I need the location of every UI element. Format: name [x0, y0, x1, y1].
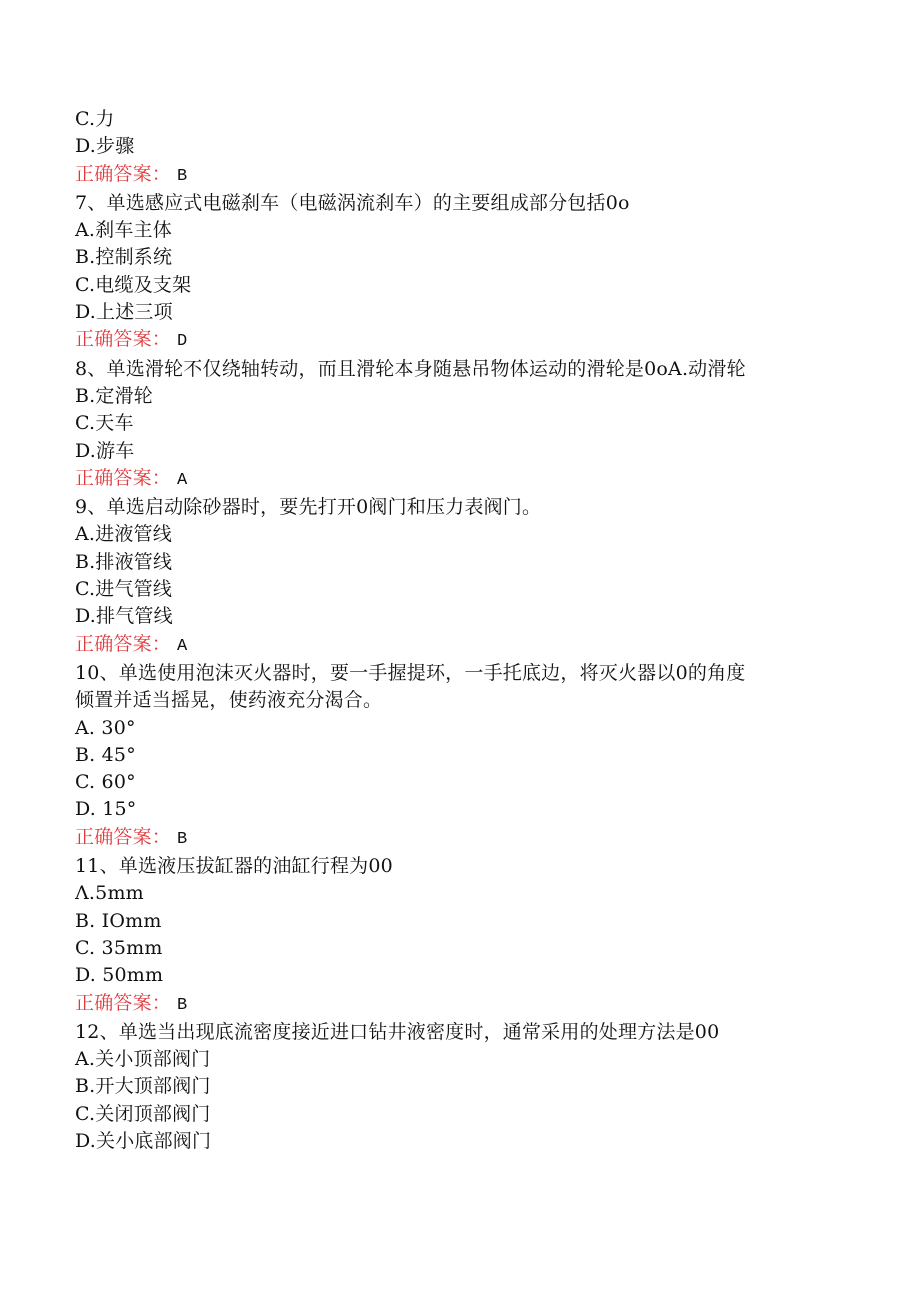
answer-option: D.步骤	[75, 135, 135, 158]
question-text: 倾置并适当摇晃，使药液充分渴合。	[75, 689, 383, 712]
answer-option: B.排液管线	[75, 550, 173, 573]
question-text: 8、单选滑轮不仅绕轴转动，而且滑轮本身随悬吊物体运动的滑轮是0oA.动滑轮	[75, 357, 746, 380]
answer-option: A.刹车主体	[75, 219, 172, 242]
correct-answer	[75, 465, 855, 494]
answer-option: D. 15°	[75, 798, 137, 821]
answer-option: D.关小底部阀门	[75, 1129, 212, 1152]
answer-value: B	[177, 995, 188, 1015]
answer-value: B	[177, 829, 188, 849]
answer-option: B. 45°	[75, 743, 136, 766]
answer-option: B.开大顶部阀门	[75, 1075, 211, 1098]
question-text: 11、单选液压拔缸器的油缸行程为00	[75, 855, 393, 878]
exam-page	[75, 106, 855, 1155]
correct-answer	[75, 824, 855, 853]
answer-option: D.排气管线	[75, 605, 173, 628]
correct-answer	[75, 161, 855, 190]
answer-label: 正确答案：	[75, 466, 172, 489]
answer-option: Λ.5mm	[75, 882, 144, 905]
answer-value: A	[177, 470, 188, 490]
answer-option: B.控制系统	[75, 246, 173, 269]
question-text: 10、单选使用泡沫灭火器时，要一手握提环，一手托底边，将灭火器以0的角度	[75, 661, 746, 684]
answer-value: A	[177, 636, 188, 656]
answer-option: A.关小顶部阀门	[75, 1048, 211, 1071]
answer-option: B.定滑轮	[75, 384, 154, 407]
answer-label: 正确答案：	[75, 162, 172, 185]
answer-option: D.上述三项	[75, 301, 173, 324]
question-text: 7、单选感应式电磁刹车（电磁涡流刹车）的主要组成部分包括0o	[75, 191, 630, 214]
answer-label: 正确答案：	[75, 825, 172, 848]
answer-option: C. 60°	[75, 771, 136, 794]
answer-option: C. 35mm	[75, 936, 163, 959]
answer-option: D.游车	[75, 439, 135, 462]
answer-option: C.电缆及支架	[75, 273, 192, 296]
answer-option: C.进气管线	[75, 578, 173, 601]
answer-option: B. IOmm	[75, 909, 162, 932]
answer-value: D	[177, 332, 188, 352]
answer-label: 正确答案：	[75, 328, 172, 351]
answer-label: 正确答案：	[75, 991, 172, 1014]
answer-option: C.力	[75, 108, 115, 130]
answer-option: A. 30°	[75, 716, 136, 739]
answer-option: C.天车	[75, 412, 134, 435]
answer-option: D. 50mm	[75, 964, 164, 987]
answer-option: C.关闭顶部阀门	[75, 1102, 211, 1125]
correct-answer	[75, 326, 855, 355]
correct-answer	[75, 990, 855, 1019]
question-text: 9、单选启动除砂器时，要先打开0阀门和压力表阀门。	[75, 496, 542, 519]
question-text: 12、单选当出现底流密度接近进口钻井液密度时，通常采用的处理方法是00	[75, 1020, 720, 1043]
correct-answer	[75, 631, 855, 660]
answer-option: A.进液管线	[75, 523, 172, 546]
answer-value: B	[177, 166, 188, 186]
answer-label: 正确答案：	[75, 632, 172, 655]
